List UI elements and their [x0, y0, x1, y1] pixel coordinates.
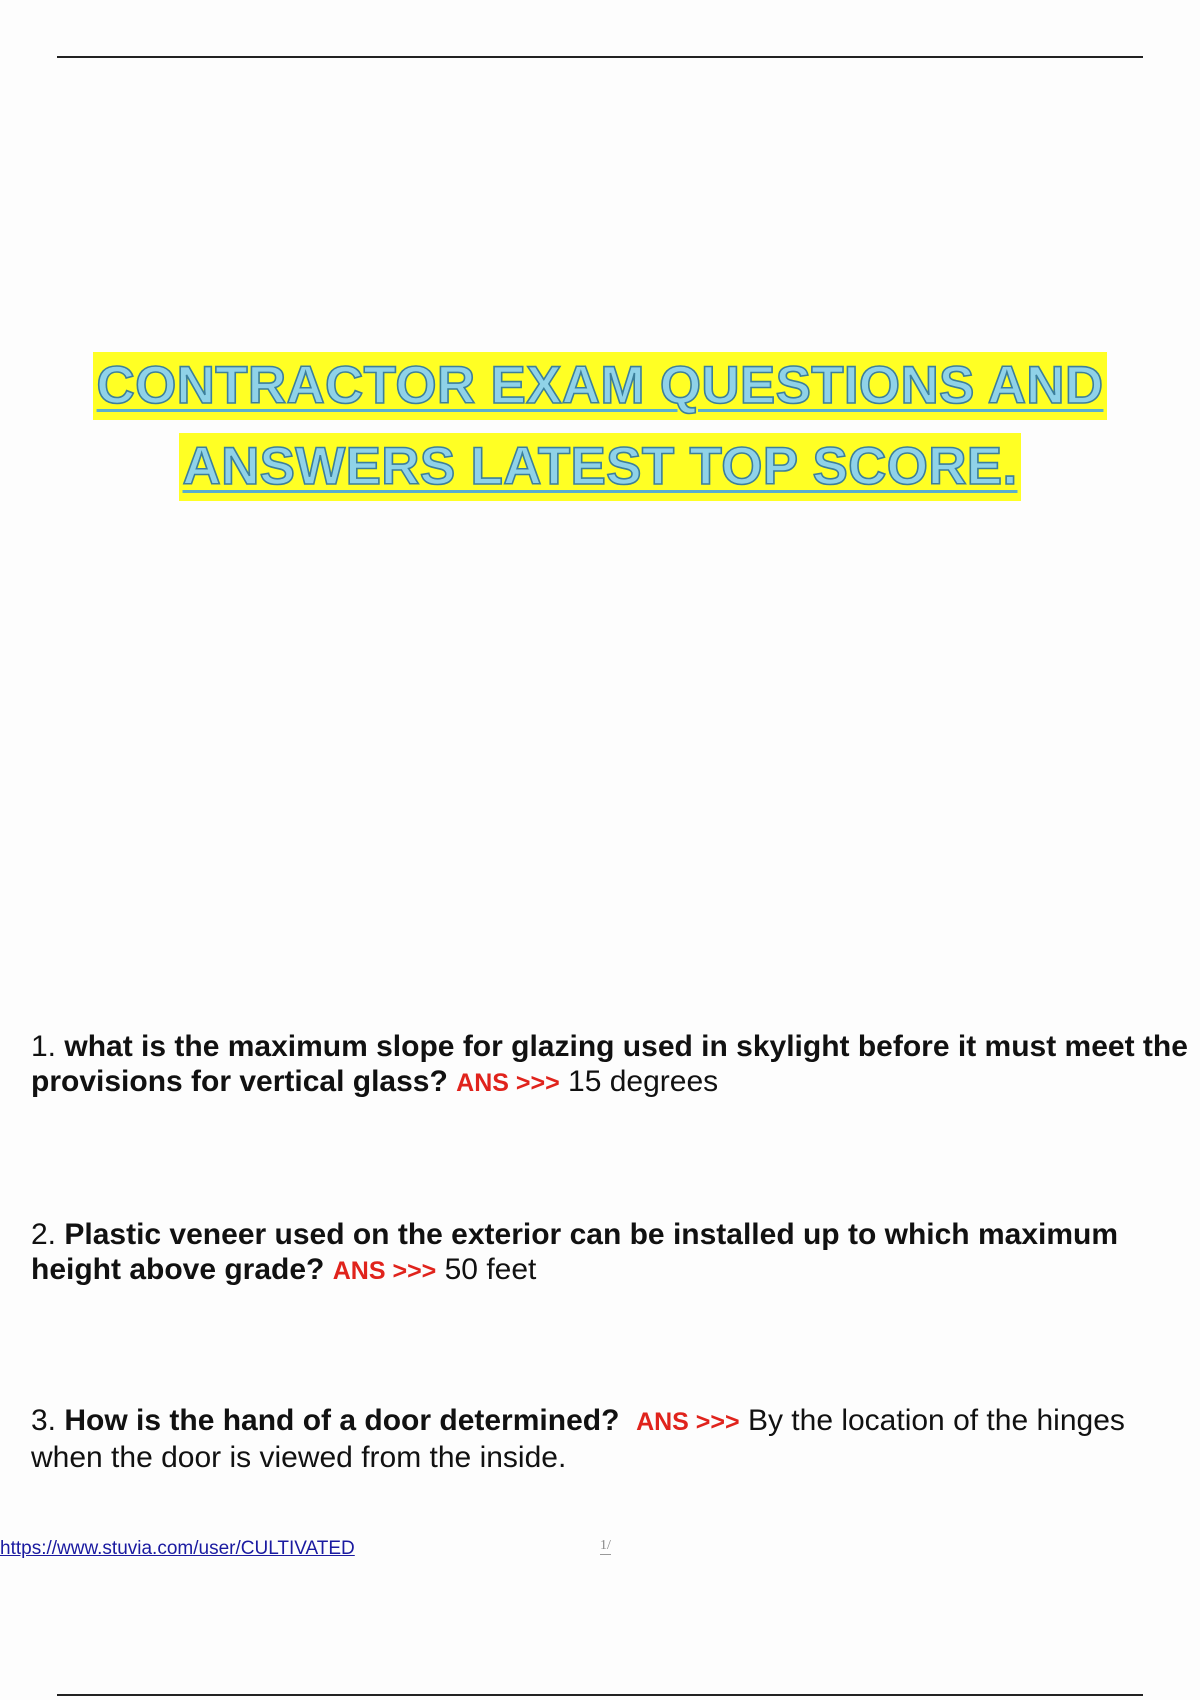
- question-item-2: [31, 1217, 1196, 1289]
- title-line-2: ANSWERS LATEST TOP SCORE.: [179, 433, 1022, 501]
- header-rule: [57, 56, 1143, 58]
- footer-rule: [57, 1694, 1143, 1696]
- answer-text: 50 feet: [444, 1253, 537, 1286]
- answer-label: ANS >>>: [332, 1257, 437, 1285]
- question-item-3: [31, 1403, 1196, 1475]
- question-number: 3.: [31, 1404, 57, 1437]
- document-title: [0, 352, 1200, 514]
- answer-label: ANS >>>: [636, 1408, 740, 1436]
- answer-text: 15 degrees: [568, 1065, 719, 1098]
- title-line-1: CONTRACTOR EXAM QUESTIONS AND: [93, 352, 1108, 420]
- page-number: 1/: [600, 1538, 611, 1553]
- question-text: Plastic veneer used on the exterior can be installed up to which maximum height above grade?: [31, 1218, 1119, 1286]
- question-number: 1.: [31, 1030, 57, 1063]
- question-item-1: [31, 1029, 1196, 1101]
- question-number: 2.: [31, 1218, 57, 1251]
- question-text: what is the maximum slope for glazing used in skylight before it must meet the provisions for vertical glass?: [31, 1030, 1188, 1098]
- answer-label: ANS >>>: [456, 1069, 560, 1097]
- answer-text: By the location of the hinges when the door is viewed from the inside.: [31, 1404, 1125, 1474]
- footer-source-link[interactable]: https://www.stuvia.com/user/CULTIVATED: [0, 1538, 355, 1559]
- question-text: How is the hand of a door determined?: [64, 1404, 620, 1437]
